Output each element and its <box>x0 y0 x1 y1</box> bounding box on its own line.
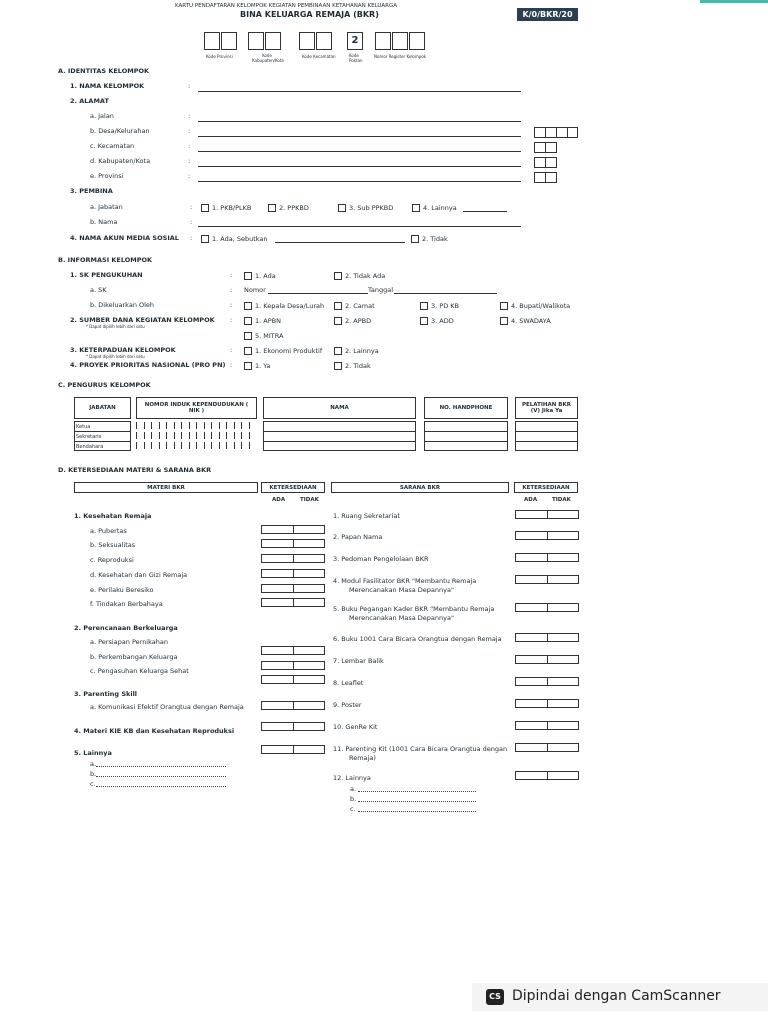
nik-digit-tick <box>136 432 137 439</box>
option-keterpaduan-lainnya: 2. Lainnya <box>345 347 379 355</box>
nik-digit-tick <box>174 442 175 449</box>
nik-digit-tick <box>219 432 220 439</box>
nik-digit-tick <box>249 442 250 449</box>
colon: : <box>230 286 233 294</box>
header-handphone: NO. HANDPHONE <box>424 397 508 419</box>
colon: : <box>230 361 233 369</box>
ada-tidak-checkbox-pair[interactable] <box>261 745 325 754</box>
nik-digit-tick <box>204 432 205 439</box>
materi-header: MATERI BKR <box>74 482 258 493</box>
nik-digit-tick <box>151 432 152 439</box>
materi-item: b. Seksualitas <box>90 541 136 549</box>
kode-provinsi-box-2[interactable] <box>221 32 237 50</box>
materi-item: 3. Parenting Skill <box>74 690 138 698</box>
section-c-title: C. PENGURUS KELOMPOK <box>58 381 151 389</box>
ada-tidak-checkbox-pair[interactable] <box>515 633 579 642</box>
colon: : <box>188 142 191 150</box>
nama-kelompok-field[interactable] <box>198 91 521 92</box>
ada-tidak-checkbox-pair[interactable] <box>515 575 579 584</box>
sarana-item: 11. Parenting Kit (1001 Cara Bicara Orangtua dengan <box>333 745 508 753</box>
nik-digit-tick <box>166 422 167 429</box>
ada-tidak-checkbox-pair[interactable] <box>515 699 579 708</box>
nik-digit-tick <box>159 432 160 439</box>
proyek-label: 4. PROYEK PRIORITAS NASIONAL (PRO PN) <box>70 361 226 369</box>
colon: : <box>230 271 233 279</box>
nik-digit-tick <box>174 432 175 439</box>
colon: : <box>188 112 191 120</box>
nik-digit-tick <box>136 422 137 429</box>
option-mitra: 5. MITRA <box>255 332 284 340</box>
checkbox-pn-ya[interactable] <box>244 362 252 370</box>
checkbox-pkb[interactable] <box>201 204 209 212</box>
nik-digit-tick <box>144 442 145 449</box>
ada-tidak-checkbox-pair[interactable] <box>515 721 579 730</box>
option-apbd: 2. APBD <box>345 317 372 325</box>
nik-digit-tick <box>249 422 250 429</box>
checkbox-ekonomi[interactable] <box>244 347 252 355</box>
ada-tidak-checkbox-pair[interactable] <box>261 569 325 578</box>
nik-digit-tick <box>211 432 212 439</box>
row-ketua: Ketua <box>76 424 91 430</box>
kecamatan-field[interactable] <box>198 151 521 152</box>
section-d-title: D. KETERSEDIAAN MATERI & SARANA BKR <box>58 466 212 474</box>
sarana-item: 2. Papan Nama <box>333 533 383 541</box>
ada-tidak-checkbox-pair[interactable] <box>515 603 579 612</box>
checkbox-apbn[interactable] <box>244 317 252 325</box>
nik-digit-tick <box>249 432 250 439</box>
nik-digit-tick <box>211 442 212 449</box>
ada-tidak-checkbox-pair[interactable] <box>515 553 579 562</box>
ada-tidak-checkbox-pair[interactable] <box>261 525 325 534</box>
sarana-item: 7. Lembar Balik <box>333 657 384 665</box>
tidak-left: TIDAK <box>300 497 319 503</box>
akun-media-label: 4. NAMA AKUN MEDIA SOSIAL <box>70 234 179 242</box>
lainnya-field[interactable] <box>463 211 507 212</box>
nik-digit-tick <box>234 422 235 429</box>
option-ppkbd: 2. PPKBD <box>279 204 309 212</box>
ketersediaan-header-right: KETERSEDIAAN <box>514 482 578 493</box>
scanner-footer <box>472 983 768 1011</box>
nik-digit-tick <box>196 442 197 449</box>
materi-item: a. Persiapan Pernikahan <box>90 638 168 646</box>
option-sk-ada: 1. Ada <box>255 272 276 280</box>
materi-item: 5. Lainnya <box>74 749 112 757</box>
kartu-title: KARTU PENDAFTARAN KELOMPOK KEGIATAN PEMBINAAN KETAHANAN KELUARGA <box>175 3 398 9</box>
kode-provinsi-small-box[interactable] <box>534 172 557 183</box>
jabatan-column <box>74 421 131 451</box>
ada-tidak-checkbox-pair[interactable] <box>261 722 325 731</box>
pelatihan-cells[interactable] <box>515 421 578 451</box>
header-jabatan: JABATAN <box>74 397 131 419</box>
nik-digit-tick <box>226 432 227 439</box>
nik-digit-tick <box>241 442 242 449</box>
option-apbn: 1. APBN <box>255 317 281 325</box>
materi-item: a. <box>90 760 97 768</box>
nik-digit-tick <box>234 442 235 449</box>
nomor-field[interactable] <box>268 293 368 294</box>
colon: : <box>188 82 191 90</box>
nik-digit-tick <box>226 442 227 449</box>
nik-digit-tick <box>144 422 145 429</box>
sarana-item: 1. Ruang Sekretariat <box>333 512 400 520</box>
checkbox-pdkb[interactable] <box>420 302 428 310</box>
form-code-badge: K/0/BKR/20 <box>517 8 578 21</box>
nik-digit-tick <box>241 422 242 429</box>
option-sub-ppkbd: 3. Sub PPKBD <box>349 204 394 212</box>
nik-digit-tick <box>189 432 190 439</box>
kode-kabupaten-box-1[interactable] <box>248 32 264 50</box>
checkbox-kepala-desa[interactable] <box>244 302 252 310</box>
kode-kecamatan-box-2[interactable] <box>316 32 332 50</box>
materi-item: d. Kesehatan dan Gizi Remaja <box>90 571 188 579</box>
sarana-item: 4. Modul Fasilitator BKR "Membantu Remaja <box>333 577 477 585</box>
lainnya-dotted-field[interactable] <box>96 766 226 767</box>
code-label-register: Nomor Register Kelompok <box>374 54 427 59</box>
colon: : <box>188 157 191 165</box>
nik-digit-tick <box>219 422 220 429</box>
option-camat: 2. Camat <box>345 302 375 310</box>
code-label-kecamatan: Kode Kecamatan <box>302 54 336 59</box>
checkbox-pn-tidak[interactable] <box>334 362 342 370</box>
ada-right: ADA <box>524 497 538 503</box>
materi-item: e. Perilaku Beresiko <box>90 586 154 594</box>
colon: : <box>188 172 191 180</box>
sarana-item: Merencanakan Masa Depannya" <box>349 614 454 622</box>
ada-tidak-checkbox-pair[interactable] <box>515 743 579 752</box>
corner-mark <box>700 0 768 3</box>
sarana-header: SARANA BKR <box>331 482 509 493</box>
ada-tidak-checkbox-pair[interactable] <box>261 598 325 607</box>
provinsi-field[interactable] <box>198 181 521 182</box>
ada-tidak-checkbox-pair[interactable] <box>515 531 579 540</box>
jabatan-label: a. Jabatan <box>90 203 123 211</box>
lainnya-dotted-field[interactable] <box>358 811 476 812</box>
nik-digit-tick <box>166 432 167 439</box>
nik-digit-tick <box>136 442 137 449</box>
checkbox-apbd[interactable] <box>334 317 342 325</box>
sarana-item: 12. Lainnya <box>333 774 371 782</box>
nik-digit-tick <box>211 422 212 429</box>
ada-tidak-checkbox-pair[interactable] <box>515 677 579 686</box>
lainnya-dotted-field[interactable] <box>358 791 476 792</box>
sarana-item: c. <box>350 805 356 813</box>
option-swadaya: 4. SWADAYA <box>511 317 551 325</box>
option-akun-ada: 1. Ada, Sebutkan <box>212 235 268 243</box>
checkbox-sk-tidak[interactable] <box>334 272 342 280</box>
option-ekonomi: 1. Ekonomi Produktif <box>255 347 323 355</box>
lainnya-dotted-field[interactable] <box>96 786 226 787</box>
code-label-kabupaten: Kode Kabupaten/Kota <box>252 53 284 63</box>
tidak-right: TIDAK <box>552 497 571 503</box>
section-a-title: A. IDENTITAS KELOMPOK <box>58 67 150 75</box>
alamat-provinsi-label: e. Provinsi <box>90 172 124 180</box>
alamat-kecamatan-label: c. Kecamatan <box>90 142 135 150</box>
header-pelatihan: PELATIHAN BKR (V) Jika Ya <box>515 397 578 419</box>
akun-sebutkan-field[interactable] <box>275 242 405 243</box>
kode-kabupaten-box-2[interactable] <box>265 32 281 50</box>
lainnya-dotted-field[interactable] <box>96 776 226 777</box>
sumber-label: 2. SUMBER DANA KEGIATAN KELOMPOK <box>70 316 215 324</box>
kode-provinsi-box-1[interactable] <box>204 32 220 50</box>
code-label-provinsi: Kode Provinsi <box>206 54 233 59</box>
kabupaten-field[interactable] <box>198 166 521 167</box>
ada-tidak-checkbox-pair[interactable] <box>261 539 325 548</box>
nik-digit-tick <box>181 432 182 439</box>
sarana-item: 8. Leaflet <box>333 679 364 687</box>
sk-label: 1. SK PENGUKUHAN <box>70 271 143 279</box>
colon: : <box>230 346 233 354</box>
nik-digit-tick <box>189 422 190 429</box>
checkbox-mitra[interactable] <box>244 332 252 340</box>
materi-item: c. <box>90 780 96 788</box>
option-add: 3. ADD <box>431 317 454 325</box>
checkbox-akun-ada[interactable] <box>201 235 209 243</box>
nik-digit-tick <box>196 432 197 439</box>
ada-tidak-checkbox-pair[interactable] <box>261 584 325 593</box>
jalan-field[interactable] <box>198 121 521 122</box>
nik-digit-tick <box>241 432 242 439</box>
colon: : <box>190 234 193 242</box>
tanggal-field[interactable] <box>394 293 497 294</box>
section-b-title: B. INFORMASI KELOMPOK <box>58 256 153 264</box>
checkbox-camat[interactable] <box>334 302 342 310</box>
colon: : <box>230 316 233 324</box>
ketersediaan-header-left: KETERSEDIAAN <box>261 482 325 493</box>
register-box-1[interactable] <box>375 32 391 50</box>
nama-label: b. Nama <box>90 218 118 226</box>
nik-cells[interactable] <box>136 421 257 451</box>
materi-item: a. Komunikasi Efektif Orangtua dengan Remaja <box>90 703 244 711</box>
ada-tidak-checkbox-pair[interactable] <box>261 675 325 684</box>
checkbox-bupati[interactable] <box>500 302 508 310</box>
materi-item: 2. Perencanaan Berkeluarga <box>74 624 178 632</box>
kode-poktan-box[interactable]: 2 <box>347 32 363 50</box>
nik-digit-tick <box>204 442 205 449</box>
alamat-kabupaten-label: d. Kabupaten/Kota <box>90 157 151 165</box>
sarana-item: a. <box>350 785 357 793</box>
colon: : <box>190 203 193 211</box>
nik-digit-tick <box>159 422 160 429</box>
nik-digit-tick <box>144 432 145 439</box>
lainnya-dotted-field[interactable] <box>358 801 476 802</box>
colon: : <box>190 218 193 226</box>
materi-item: a. Pubertas <box>90 527 127 535</box>
sarana-item: Merencanakan Masa Depannya" <box>349 586 454 594</box>
sarana-item: Remaja) <box>349 754 376 762</box>
checkbox-akun-tidak[interactable] <box>411 235 419 243</box>
camscanner-text: Dipindai dengan CamScanner <box>512 988 721 1004</box>
form-title: BINA KELUARGA REMAJA (BKR) <box>240 10 379 19</box>
keterpaduan-note: * Dapat dipilih lebih dari satu <box>86 354 145 359</box>
nik-digit-tick <box>151 442 152 449</box>
alamat-label: 2. ALAMAT <box>70 97 109 105</box>
sarana-item: 3. Pedoman Pengelolaan BKR <box>333 555 429 563</box>
materi-item: 1. Kesehatan Remaja <box>74 512 152 520</box>
checkbox-add[interactable] <box>420 317 428 325</box>
ada-tidak-checkbox-pair[interactable] <box>261 701 325 710</box>
desa-field[interactable] <box>198 136 521 137</box>
tanggal-label: Tanggal <box>368 286 394 294</box>
ada-tidak-checkbox-pair[interactable] <box>261 646 325 655</box>
sarana-item: 5. Buku Pegangan Kader BKR "Membantu Remaja <box>333 605 495 613</box>
alamat-jalan-label: a. Jalan <box>90 112 114 120</box>
register-box-2[interactable] <box>392 32 408 50</box>
nik-digit-tick <box>159 442 160 449</box>
checkbox-lainnya[interactable] <box>412 204 420 212</box>
nama-kelompok-label: 1. NAMA KELOMPOK <box>70 82 145 90</box>
a-sk-label: a. SK <box>90 286 107 294</box>
nik-digit-tick <box>189 442 190 449</box>
checkbox-swadaya[interactable] <box>500 317 508 325</box>
nik-digit-tick <box>196 422 197 429</box>
option-pn-ya: 1. Ya <box>255 362 271 370</box>
option-akun-tidak: 2. Tidak <box>422 235 448 243</box>
pembina-label: 3. PEMBINA <box>70 187 113 195</box>
kode-kecamatan-small-box[interactable] <box>534 142 557 153</box>
ada-tidak-checkbox-pair[interactable] <box>515 655 579 664</box>
ada-tidak-checkbox-pair[interactable] <box>515 510 579 519</box>
sarana-item: 9. Poster <box>333 701 362 709</box>
option-pdkb: 3. PD KB <box>431 302 459 310</box>
handphone-cells[interactable] <box>424 421 508 451</box>
ada-tidak-checkbox-pair[interactable] <box>261 661 325 670</box>
materi-item: f. Tindakan Berbahaya <box>90 600 163 608</box>
sarana-item: b. <box>350 795 357 803</box>
header-nama: NAMA <box>263 397 416 419</box>
nik-digit-tick <box>151 422 152 429</box>
register-box-3[interactable] <box>409 32 425 50</box>
row-sekretaris: Sekretaris <box>76 434 102 440</box>
pembina-nama-field[interactable] <box>198 226 521 227</box>
ada-tidak-checkbox-pair[interactable] <box>261 554 325 563</box>
checkbox-sk-ada[interactable] <box>244 272 252 280</box>
materi-item: b. Perkembangan Keluarga <box>90 653 178 661</box>
colon: : <box>188 127 191 135</box>
kode-kabupaten-small-box[interactable] <box>534 157 557 168</box>
checkbox-sub-ppkbd[interactable] <box>338 204 346 212</box>
option-pkb: 1. PKB/PLKB <box>212 204 252 212</box>
materi-item: 4. Materi KIE KB dan Kesehatan Reproduksi <box>74 727 235 735</box>
option-bupati: 4. Bupati/Walikota <box>511 302 571 310</box>
materi-item: b. <box>90 770 97 778</box>
header-nik: NOMOR INDUK KEPENDUDUKAN ( NIK ) <box>136 397 257 419</box>
materi-item: c. Reproduksi <box>90 556 134 564</box>
checkbox-ppkbd[interactable] <box>268 204 276 212</box>
option-lainnya: 4. Lainnya <box>423 204 457 212</box>
camscanner-icon: CS <box>486 989 504 1005</box>
sarana-item: 6. Buku 1001 Cara Bicara Orangtua dengan Remaja <box>333 635 502 643</box>
materi-item: c. Pengasuhan Keluarga Sehat <box>90 667 189 675</box>
option-pn-tidak: 2. Tidak <box>345 362 371 370</box>
code-label-poktan: Kode Poktan <box>349 53 363 63</box>
nik-digit-tick <box>166 442 167 449</box>
sarana-item: 10. GenRe Kit <box>333 723 378 731</box>
nik-digit-tick <box>226 422 227 429</box>
nomor-label: Nomor <box>244 286 266 294</box>
kode-kecamatan-box-1[interactable] <box>299 32 315 50</box>
nik-digit-tick <box>234 432 235 439</box>
nik-digit-tick <box>204 422 205 429</box>
dikeluarkan-label: b. Dikeluarkan Oleh <box>90 301 155 309</box>
option-sk-tidak: 2. Tidak Ada <box>345 272 386 280</box>
nik-digit-tick <box>174 422 175 429</box>
ada-tidak-checkbox-pair[interactable] <box>515 771 579 780</box>
checkbox-keterpaduan-lainnya[interactable] <box>334 347 342 355</box>
kode-desa-box[interactable] <box>534 127 578 138</box>
keterpaduan-label: 3. KETERPADUAN KELOMPOK <box>70 346 176 354</box>
nik-digit-tick <box>181 422 182 429</box>
alamat-desa-label: b. Desa/Kelurahan <box>90 127 150 135</box>
nik-digit-tick <box>219 442 220 449</box>
nama-cells[interactable] <box>263 421 416 451</box>
sumber-note: * Dapat dipilih lebih dari satu <box>86 324 145 329</box>
colon: : <box>230 301 233 309</box>
option-kepala-desa: 1. Kepala Desa/Lurah <box>255 302 325 310</box>
nik-digit-tick <box>181 442 182 449</box>
ada-left: ADA <box>272 497 286 503</box>
row-bendahara: Bendahara <box>76 444 104 450</box>
